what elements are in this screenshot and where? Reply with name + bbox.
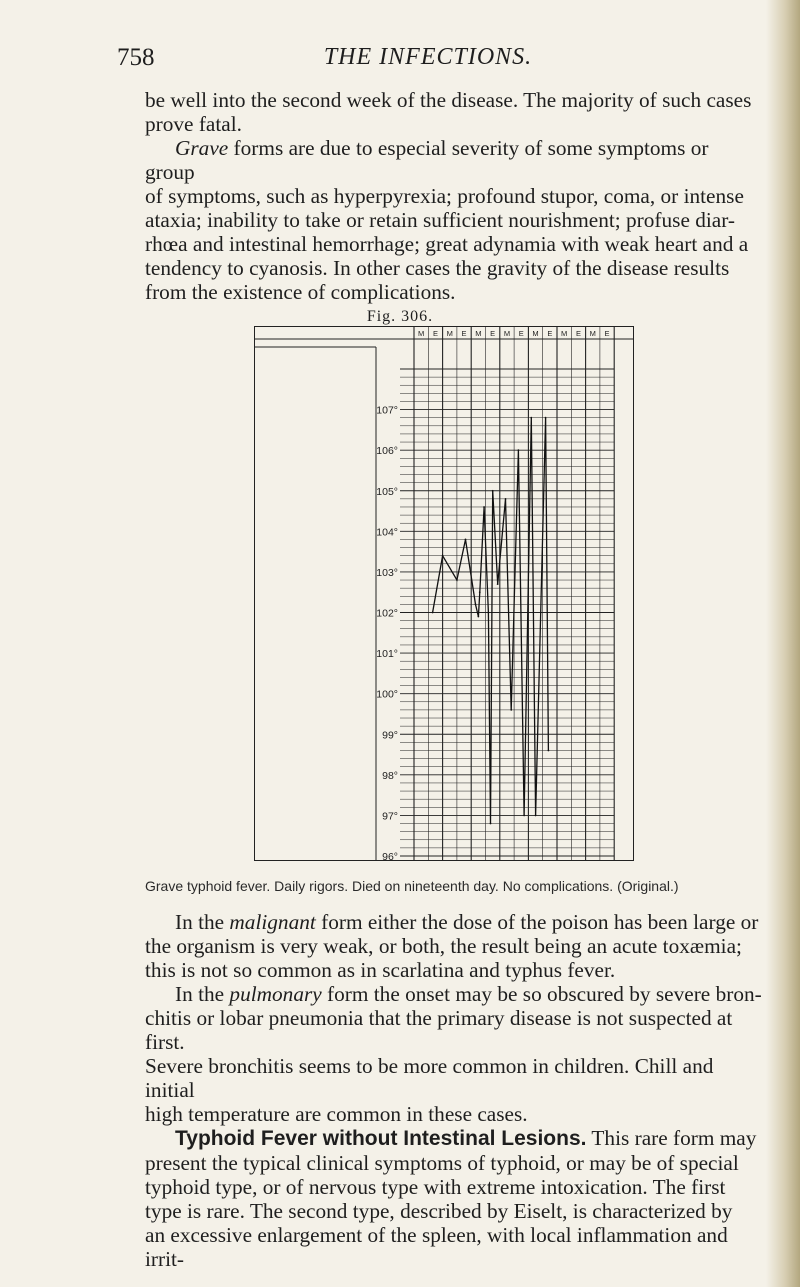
temperature-point bbox=[432, 612, 434, 614]
text-line bbox=[145, 136, 762, 184]
column-header-m: M bbox=[418, 329, 425, 338]
paragraph-forms bbox=[145, 910, 762, 1271]
text-span: forms are due to especial severity of some symptoms or group bbox=[145, 136, 709, 184]
column-header-m: M bbox=[475, 329, 482, 338]
column-header-m: M bbox=[589, 329, 596, 338]
temperature-point bbox=[465, 539, 467, 541]
temperature-point bbox=[497, 583, 499, 585]
temperature-chart bbox=[254, 326, 634, 861]
text-line: an excessive enlargement of the spleen, with local inflammation and irrit- bbox=[145, 1223, 728, 1271]
temperature-point bbox=[487, 612, 489, 614]
column-header-m: M bbox=[532, 329, 539, 338]
running-head: THE INFECTIONS. bbox=[323, 44, 533, 70]
column-header-m: M bbox=[503, 329, 511, 338]
y-tick-label: 106° bbox=[376, 445, 398, 458]
column-header-e: E bbox=[547, 329, 553, 338]
text-line bbox=[145, 1126, 762, 1151]
temperature-point bbox=[475, 603, 477, 605]
chart-frame bbox=[255, 327, 634, 861]
temperature-point bbox=[530, 417, 532, 419]
text-line: chitis or lobar pneumonia that the primary disease is not suspected at first. bbox=[145, 1006, 733, 1054]
emphasis-grave: Grave bbox=[175, 136, 229, 160]
text-line: this is not so common as in scarlatina and typhus fever. bbox=[145, 958, 616, 982]
column-header-e: E bbox=[518, 329, 524, 338]
y-tick-label: 101° bbox=[376, 648, 398, 661]
y-tick-label: 103° bbox=[376, 566, 398, 579]
temperature-point bbox=[479, 591, 481, 593]
page-edge-shadow bbox=[766, 0, 800, 1287]
emphasis-pulmonary: pulmonary bbox=[229, 982, 322, 1006]
y-tick-label: 104° bbox=[376, 526, 398, 539]
temperature-point bbox=[442, 555, 444, 557]
y-tick-label: 97° bbox=[382, 810, 398, 823]
temperature-point bbox=[490, 823, 492, 825]
text-line: type is rare. The second type, described by Eiselt, is characterized by bbox=[145, 1199, 733, 1223]
temperature-point bbox=[535, 815, 537, 817]
y-tick-label: 102° bbox=[376, 607, 398, 620]
figure-label: Fig. 306. bbox=[366, 308, 434, 325]
text-line: of symptoms, such as hyperpyrexia; profound stupor, coma, or intense bbox=[145, 184, 744, 208]
temperature-point bbox=[483, 506, 485, 508]
text-line: typhoid type, or of nervous type with extreme intoxication. The first bbox=[145, 1175, 726, 1199]
y-tick-label: 100° bbox=[376, 688, 398, 701]
text-line: tendency to cyanosis. In other cases the gravity of the disease results bbox=[145, 256, 730, 280]
y-tick-label: 98° bbox=[382, 769, 398, 782]
temperature-point bbox=[492, 490, 494, 492]
temperature-point bbox=[523, 815, 525, 817]
column-header-e: E bbox=[490, 329, 496, 338]
figure-caption: Grave typhoid fever. Daily rigors. Died on nineteenth day. No complications. (Original.) bbox=[145, 878, 679, 894]
temperature-point bbox=[456, 579, 458, 581]
text-line: the organism is very weak, or both, the result being an acute toxæmia; bbox=[145, 934, 742, 958]
y-tick-label: 107° bbox=[376, 404, 398, 417]
column-header-m: M bbox=[446, 329, 453, 338]
text-line: high temperature are common in these cases. bbox=[145, 1102, 528, 1126]
column-header-m: M bbox=[561, 329, 568, 338]
column-header-e: E bbox=[575, 329, 581, 338]
text-span: In the bbox=[175, 982, 230, 1006]
y-tick-label: 105° bbox=[376, 485, 398, 498]
temperature-point bbox=[510, 709, 512, 711]
column-header-e: E bbox=[604, 329, 610, 338]
text-line: from the existence of complications. bbox=[145, 280, 456, 304]
y-tick-label: 99° bbox=[382, 729, 398, 742]
text-line: be well into the second week of the disease. The majority of such cases bbox=[145, 88, 752, 112]
temperature-point bbox=[477, 616, 479, 618]
text-line: ataxia; inability to take or retain sufficient nourishment; profuse diar- bbox=[145, 208, 735, 232]
page-header bbox=[0, 44, 800, 74]
text-line: rhœa and intestinal hemorrhage; great adynamia with weak heart and a bbox=[145, 232, 749, 256]
text-line bbox=[145, 910, 762, 934]
temperature-point bbox=[517, 449, 519, 451]
paragraph-grave-forms bbox=[145, 88, 762, 304]
text-span: form either the dose of the poison has been large or bbox=[315, 910, 759, 934]
y-tick-label: 96° bbox=[382, 851, 398, 861]
text-span: This rare form may bbox=[586, 1126, 757, 1150]
text-line: Severe bronchitis seems to be more common in children. Chill and initial bbox=[145, 1054, 714, 1102]
page-number: 758 bbox=[117, 44, 155, 71]
emphasis-malignant: malignant bbox=[229, 910, 316, 934]
column-header-e: E bbox=[461, 329, 467, 338]
section-heading: Typhoid Fever without Intestinal Lesions. bbox=[175, 1127, 587, 1150]
text-span: form the onset may be so obscured by severe bron- bbox=[321, 982, 762, 1006]
text-line: prove fatal. bbox=[145, 112, 242, 136]
text-line bbox=[145, 982, 762, 1006]
text-line: present the typical clinical symptoms of typhoid, or may be of special bbox=[145, 1151, 739, 1175]
column-header-e: E bbox=[432, 329, 438, 338]
text-span: In the bbox=[175, 910, 230, 934]
temperature-point bbox=[545, 417, 547, 419]
temperature-chart-svg bbox=[254, 326, 634, 861]
temperature-point bbox=[548, 750, 550, 752]
temperature-point bbox=[505, 498, 507, 500]
